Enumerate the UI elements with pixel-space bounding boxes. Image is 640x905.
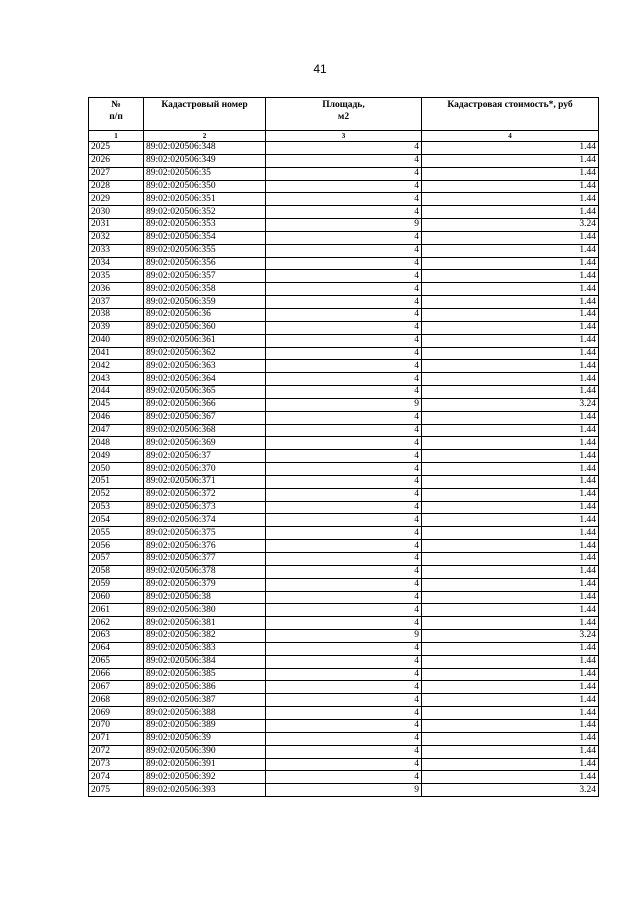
table-row — [89, 437, 599, 450]
row-number: 2045 — [89, 398, 144, 411]
cadastral-number: 89:02:020506:380 — [144, 604, 266, 617]
row-number: 2052 — [89, 488, 144, 501]
table-row — [89, 180, 599, 193]
area-value: 4 — [266, 540, 422, 553]
table-row — [89, 142, 599, 155]
table-row — [89, 334, 599, 347]
row-number: 2053 — [89, 501, 144, 514]
area-value: 4 — [266, 231, 422, 244]
area-value: 4 — [266, 270, 422, 283]
table-row — [89, 694, 599, 707]
area-value: 9 — [266, 784, 422, 797]
cost-value: 3.24 — [422, 398, 599, 411]
cost-value: 1.44 — [422, 167, 599, 180]
cost-value: 1.44 — [422, 142, 599, 155]
cost-value: 1.44 — [422, 360, 599, 373]
area-value: 4 — [266, 437, 422, 450]
table-body — [89, 142, 599, 797]
cost-value: 1.44 — [422, 450, 599, 463]
table-row — [89, 398, 599, 411]
row-number: 2030 — [89, 206, 144, 219]
page-number: 41 — [313, 62, 327, 76]
cost-value: 1.44 — [422, 668, 599, 681]
table-row — [89, 527, 599, 540]
table-row — [89, 668, 599, 681]
area-value: 4 — [266, 193, 422, 206]
cadastral-number: 89:02:020506:378 — [144, 565, 266, 578]
table-row — [89, 411, 599, 424]
cadastral-number: 89:02:020506:353 — [144, 219, 266, 232]
row-number: 2065 — [89, 655, 144, 668]
area-value: 4 — [266, 296, 422, 309]
table-row — [89, 540, 599, 553]
cost-value: 1.44 — [422, 296, 599, 309]
cost-value: 1.44 — [422, 732, 599, 745]
area-value: 4 — [266, 450, 422, 463]
cadastral-number: 89:02:020506:368 — [144, 424, 266, 437]
cadastral-number: 89:02:020506:35 — [144, 167, 266, 180]
cost-value: 1.44 — [422, 694, 599, 707]
area-value: 4 — [266, 347, 422, 360]
column-index: 4 — [422, 131, 599, 142]
row-number: 2031 — [89, 219, 144, 232]
row-number: 2035 — [89, 270, 144, 283]
table-row — [89, 745, 599, 758]
row-number: 2059 — [89, 578, 144, 591]
cadastral-number: 89:02:020506:350 — [144, 180, 266, 193]
cost-value: 1.44 — [422, 437, 599, 450]
cadastral-number: 89:02:020506:392 — [144, 771, 266, 784]
row-number: 2039 — [89, 321, 144, 334]
cadastral-number: 89:02:020506:362 — [144, 347, 266, 360]
cadastral-number: 89:02:020506:360 — [144, 321, 266, 334]
row-number: 2060 — [89, 591, 144, 604]
cadastral-number: 89:02:020506:387 — [144, 694, 266, 707]
cost-value: 1.44 — [422, 283, 599, 296]
table-row — [89, 707, 599, 720]
area-value: 4 — [266, 373, 422, 386]
area-value: 4 — [266, 771, 422, 784]
table-row — [89, 450, 599, 463]
table-row — [89, 617, 599, 630]
table-row — [89, 231, 599, 244]
cadastral-number: 89:02:020506:390 — [144, 745, 266, 758]
cadastral-number: 89:02:020506:393 — [144, 784, 266, 797]
area-value: 4 — [266, 514, 422, 527]
table-row — [89, 732, 599, 745]
cadastral-number: 89:02:020506:370 — [144, 463, 266, 476]
row-number: 2042 — [89, 360, 144, 373]
cost-value: 1.44 — [422, 719, 599, 732]
table-row — [89, 591, 599, 604]
cost-value: 1.44 — [422, 488, 599, 501]
area-value: 4 — [266, 719, 422, 732]
cost-value: 1.44 — [422, 501, 599, 514]
cost-value: 1.44 — [422, 424, 599, 437]
area-value: 4 — [266, 681, 422, 694]
cadastral-number: 89:02:020506:36 — [144, 308, 266, 321]
cadastral-number: 89:02:020506:37 — [144, 450, 266, 463]
cost-value: 1.44 — [422, 591, 599, 604]
area-value: 4 — [266, 206, 422, 219]
row-number: 2034 — [89, 257, 144, 270]
cost-value: 1.44 — [422, 527, 599, 540]
row-number: 2055 — [89, 527, 144, 540]
area-value: 4 — [266, 154, 422, 167]
row-number: 2058 — [89, 565, 144, 578]
row-number: 2036 — [89, 283, 144, 296]
cost-value: 1.44 — [422, 758, 599, 771]
area-value: 4 — [266, 604, 422, 617]
cost-value: 1.44 — [422, 578, 599, 591]
row-number: 2048 — [89, 437, 144, 450]
area-value: 4 — [266, 642, 422, 655]
cost-value: 1.44 — [422, 244, 599, 257]
area-value: 4 — [266, 745, 422, 758]
cost-value: 1.44 — [422, 540, 599, 553]
cadastral-number: 89:02:020506:388 — [144, 707, 266, 720]
table-row — [89, 463, 599, 476]
area-value: 4 — [266, 475, 422, 488]
row-number: 2041 — [89, 347, 144, 360]
area-value: 4 — [266, 591, 422, 604]
area-value: 4 — [266, 758, 422, 771]
area-value: 4 — [266, 386, 422, 399]
cost-value: 1.44 — [422, 411, 599, 424]
area-value: 4 — [266, 463, 422, 476]
table-row — [89, 360, 599, 373]
area-value: 4 — [266, 308, 422, 321]
cadastral-number: 89:02:020506:358 — [144, 283, 266, 296]
row-number: 2043 — [89, 373, 144, 386]
area-value: 4 — [266, 142, 422, 155]
table-row — [89, 270, 599, 283]
row-number: 2071 — [89, 732, 144, 745]
row-number: 2046 — [89, 411, 144, 424]
cost-value: 1.44 — [422, 257, 599, 270]
cost-value: 1.44 — [422, 308, 599, 321]
area-value: 4 — [266, 527, 422, 540]
table-row — [89, 655, 599, 668]
row-number: 2066 — [89, 668, 144, 681]
area-value: 4 — [266, 501, 422, 514]
row-number: 2029 — [89, 193, 144, 206]
cadastral-number: 89:02:020506:357 — [144, 270, 266, 283]
cost-value: 3.24 — [422, 784, 599, 797]
area-value: 4 — [266, 244, 422, 257]
cost-value: 1.44 — [422, 321, 599, 334]
row-number: 2072 — [89, 745, 144, 758]
row-number: 2064 — [89, 642, 144, 655]
table-row — [89, 257, 599, 270]
header-cadastral-number: Кадастровый номер — [144, 98, 266, 131]
row-number: 2050 — [89, 463, 144, 476]
cost-value: 1.44 — [422, 193, 599, 206]
cost-value: 1.44 — [422, 463, 599, 476]
cadastral-number: 89:02:020506:365 — [144, 386, 266, 399]
table-row — [89, 206, 599, 219]
table-row — [89, 347, 599, 360]
area-value: 4 — [266, 553, 422, 566]
cadastral-number: 89:02:020506:359 — [144, 296, 266, 309]
row-number: 2067 — [89, 681, 144, 694]
table-row — [89, 514, 599, 527]
table-row — [89, 386, 599, 399]
cost-value: 1.44 — [422, 771, 599, 784]
cadastral-number: 89:02:020506:371 — [144, 475, 266, 488]
cost-value: 1.44 — [422, 514, 599, 527]
cost-value: 1.44 — [422, 206, 599, 219]
row-number: 2069 — [89, 707, 144, 720]
table-row — [89, 475, 599, 488]
table-row — [89, 283, 599, 296]
row-number: 2074 — [89, 771, 144, 784]
row-number: 2073 — [89, 758, 144, 771]
area-value: 4 — [266, 617, 422, 630]
table-row — [89, 771, 599, 784]
table-row — [89, 488, 599, 501]
table-row — [89, 784, 599, 797]
cadastral-number: 89:02:020506:349 — [144, 154, 266, 167]
row-number: 2038 — [89, 308, 144, 321]
cost-value: 1.44 — [422, 373, 599, 386]
row-number: 2057 — [89, 553, 144, 566]
cost-value: 1.44 — [422, 475, 599, 488]
area-value: 4 — [266, 334, 422, 347]
cost-value: 1.44 — [422, 386, 599, 399]
row-number: 2040 — [89, 334, 144, 347]
header-cadastral-cost: Кадастровая стоимость*, руб — [422, 98, 599, 131]
row-number: 2068 — [89, 694, 144, 707]
cadastral-number: 89:02:020506:373 — [144, 501, 266, 514]
row-number: 2028 — [89, 180, 144, 193]
column-index: 1 — [89, 131, 144, 142]
area-value: 4 — [266, 283, 422, 296]
cost-value: 1.44 — [422, 347, 599, 360]
row-number: 2049 — [89, 450, 144, 463]
area-value: 9 — [266, 219, 422, 232]
row-number: 2054 — [89, 514, 144, 527]
cadastral-number: 89:02:020506:375 — [144, 527, 266, 540]
area-value: 4 — [266, 732, 422, 745]
cost-value: 1.44 — [422, 553, 599, 566]
area-value: 4 — [266, 411, 422, 424]
table-row — [89, 219, 599, 232]
table-row — [89, 758, 599, 771]
area-value: 4 — [266, 578, 422, 591]
area-value: 4 — [266, 424, 422, 437]
cadastral-number: 89:02:020506:355 — [144, 244, 266, 257]
cadastral-number: 89:02:020506:369 — [144, 437, 266, 450]
cadastral-number: 89:02:020506:352 — [144, 206, 266, 219]
area-value: 4 — [266, 707, 422, 720]
cadastral-number: 89:02:020506:376 — [144, 540, 266, 553]
table-row — [89, 565, 599, 578]
area-value: 4 — [266, 694, 422, 707]
row-number: 2047 — [89, 424, 144, 437]
area-value: 4 — [266, 167, 422, 180]
area-value: 4 — [266, 668, 422, 681]
area-value: 4 — [266, 565, 422, 578]
table-row — [89, 373, 599, 386]
column-index: 2 — [144, 131, 266, 142]
row-number: 2032 — [89, 231, 144, 244]
cost-value: 1.44 — [422, 180, 599, 193]
cadastral-number: 89:02:020506:377 — [144, 553, 266, 566]
table-row — [89, 321, 599, 334]
cadastral-number: 89:02:020506:366 — [144, 398, 266, 411]
cost-value: 1.44 — [422, 565, 599, 578]
cadastral-number: 89:02:020506:361 — [144, 334, 266, 347]
cadastral-number: 89:02:020506:367 — [144, 411, 266, 424]
cost-value: 1.44 — [422, 334, 599, 347]
row-number: 2075 — [89, 784, 144, 797]
cadastral-number: 89:02:020506:381 — [144, 617, 266, 630]
area-value: 4 — [266, 655, 422, 668]
cost-value: 1.44 — [422, 642, 599, 655]
area-value: 4 — [266, 488, 422, 501]
area-value: 4 — [266, 360, 422, 373]
row-number: 2026 — [89, 154, 144, 167]
cost-value: 1.44 — [422, 270, 599, 283]
cadastral-number: 89:02:020506:372 — [144, 488, 266, 501]
row-number: 2044 — [89, 386, 144, 399]
cadastral-table — [88, 97, 599, 797]
area-value: 4 — [266, 180, 422, 193]
cadastral-number: 89:02:020506:383 — [144, 642, 266, 655]
area-value: 4 — [266, 257, 422, 270]
cost-value: 3.24 — [422, 630, 599, 643]
cost-value: 1.44 — [422, 231, 599, 244]
table-row — [89, 308, 599, 321]
table-row — [89, 167, 599, 180]
area-value: 4 — [266, 321, 422, 334]
table-header-row — [89, 98, 599, 131]
cadastral-number: 89:02:020506:354 — [144, 231, 266, 244]
cadastral-number: 89:02:020506:363 — [144, 360, 266, 373]
cadastral-number: 89:02:020506:364 — [144, 373, 266, 386]
table-row — [89, 604, 599, 617]
column-index-row — [89, 131, 599, 142]
header-area: Площадь, м2 — [266, 98, 422, 131]
cost-value: 1.44 — [422, 745, 599, 758]
area-value: 9 — [266, 630, 422, 643]
row-number: 2025 — [89, 142, 144, 155]
table-row — [89, 719, 599, 732]
table-row — [89, 244, 599, 257]
cadastral-number: 89:02:020506:351 — [144, 193, 266, 206]
table-row — [89, 630, 599, 643]
table-row — [89, 501, 599, 514]
row-number: 2027 — [89, 167, 144, 180]
table-row — [89, 578, 599, 591]
row-number: 2056 — [89, 540, 144, 553]
row-number: 2063 — [89, 630, 144, 643]
cadastral-number: 89:02:020506:39 — [144, 732, 266, 745]
row-number: 2070 — [89, 719, 144, 732]
cadastral-number: 89:02:020506:382 — [144, 630, 266, 643]
column-index: 3 — [266, 131, 422, 142]
table-row — [89, 681, 599, 694]
table-row — [89, 296, 599, 309]
row-number: 2051 — [89, 475, 144, 488]
cadastral-number: 89:02:020506:379 — [144, 578, 266, 591]
cadastral-number: 89:02:020506:38 — [144, 591, 266, 604]
cadastral-number: 89:02:020506:386 — [144, 681, 266, 694]
table-row — [89, 553, 599, 566]
cadastral-number: 89:02:020506:374 — [144, 514, 266, 527]
cadastral-number: 89:02:020506:384 — [144, 655, 266, 668]
cost-value: 3.24 — [422, 219, 599, 232]
cadastral-number: 89:02:020506:391 — [144, 758, 266, 771]
cost-value: 1.44 — [422, 655, 599, 668]
table-row — [89, 154, 599, 167]
row-number: 2062 — [89, 617, 144, 630]
cadastral-number: 89:02:020506:356 — [144, 257, 266, 270]
area-value: 9 — [266, 398, 422, 411]
header-number: № п/п — [89, 98, 144, 131]
cadastral-number: 89:02:020506:385 — [144, 668, 266, 681]
cost-value: 1.44 — [422, 604, 599, 617]
table-row — [89, 424, 599, 437]
cost-value: 1.44 — [422, 707, 599, 720]
cadastral-number: 89:02:020506:348 — [144, 142, 266, 155]
cost-value: 1.44 — [422, 154, 599, 167]
cost-value: 1.44 — [422, 681, 599, 694]
cost-value: 1.44 — [422, 617, 599, 630]
row-number: 2061 — [89, 604, 144, 617]
row-number: 2037 — [89, 296, 144, 309]
table-row — [89, 642, 599, 655]
row-number: 2033 — [89, 244, 144, 257]
table-row — [89, 193, 599, 206]
cadastral-number: 89:02:020506:389 — [144, 719, 266, 732]
